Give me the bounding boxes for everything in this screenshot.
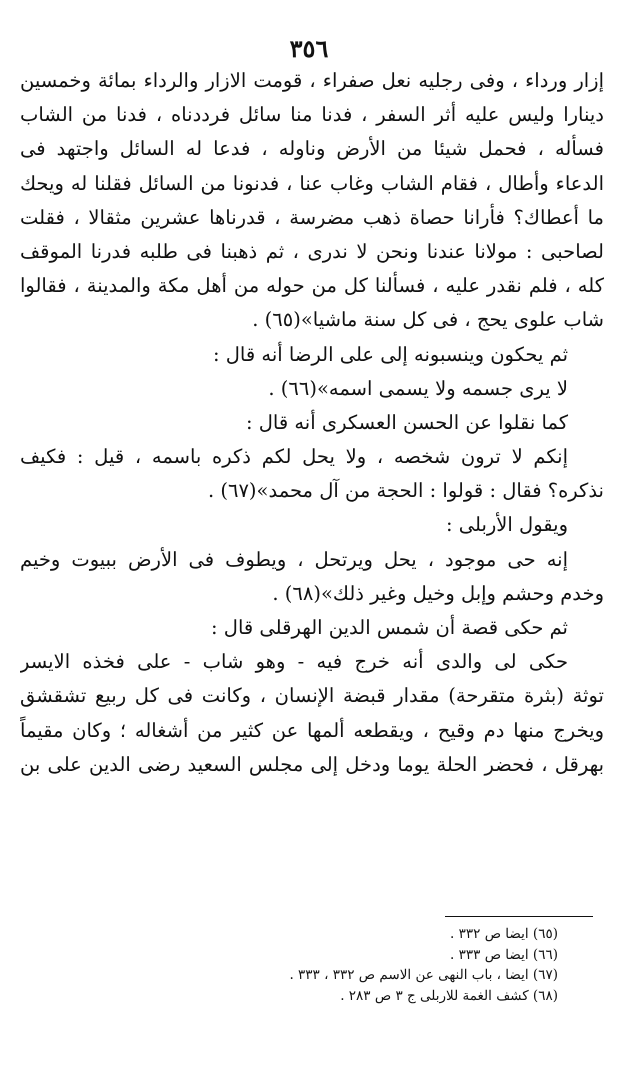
footnote: (٦٦) ايضا ص ٣٣٣ .	[450, 946, 558, 963]
footnote-divider	[445, 916, 593, 917]
text-line: لا يرى جسمه ولا يسمى اسمه»(٦٦) .	[268, 376, 568, 400]
footnote: (٦٥) ايضا ص ٣٣٢ .	[450, 926, 558, 942]
text-line: دينارا وليس عليه أثر السفر ، فدنا منا سائل فرددناه ، فدنا من الشاب	[20, 103, 604, 127]
footnotes	[38, 924, 558, 1006]
text-line: حكى لى والدى أنه خرج فيه - وهو شاب - على فخذه الايسر	[20, 650, 568, 674]
text-line: وخدم وحشم وإبل وخيل وغير ذلك»(٦٨) .	[272, 581, 604, 605]
text-line: إزار ورداء ، وفى رجليه نعل صفراء ، قومت الازار والرداء بمائة وخمسين	[20, 69, 604, 92]
body-text	[20, 64, 604, 782]
text-line: كله ، فلم نقدر عليه ، فسألنا كل من حوله من أهل مكة والمدينة ، فقالوا	[20, 274, 604, 298]
text-line: الدعاء وأطال ، فقام الشاب وغاب عنا ، فدنونا من السائل فقلنا له ويحك	[20, 171, 604, 195]
text-line: إنه حى موجود ، يحل ويرتحل ، ويطوف فى الأرض ببيوت وخيم	[20, 547, 568, 571]
text-line: بهرقل ، فحضر الحلة يوما ودخل إلى مجلس السعيد رضى الدين على بن	[20, 752, 604, 776]
footnote: (٦٨) كشف الغمة للاربلى ج ٣ ص ٢٨٣ .	[340, 987, 558, 1004]
text-line: فسأله ، فحمل شيئا من الأرض وناوله ، فدعا له السائل واجتهد فى	[20, 137, 604, 161]
text-line: ثم حكى قصة أن شمس الدين الهرقلى قال :	[211, 616, 568, 639]
text-line: نذكره؟ فقال : قولوا : الحجة من آل محمد»(٦٧) .	[207, 479, 604, 503]
text-line: شاب علوى يحج ، فى كل سنة ماشيا»(٦٥) .	[252, 308, 604, 332]
footnote: (٦٧) ايضا ، باب النهى عن الاسم ص ٣٣٢ ، ٣٣٣ .	[289, 967, 558, 983]
text-line: ما أعطاك؟ فأرانا حصاة ذهب مضرسة ، قدرناها عشرين مثقالا ، فقلت	[20, 205, 604, 229]
text-line: ويخرج منها دم وقيح ، ويقطعه ألمها عن كثير من أشغاله ؛ وكان مقيماً	[20, 718, 604, 742]
page-number: ٣٥٦	[289, 34, 329, 63]
text-line: ويقول الأربلى :	[445, 513, 568, 537]
text-line: لصاحبى : مولانا عندنا ونحن لا ندرى ، ثم ذهبنا فى طلبه فدرنا الموقف	[20, 239, 604, 263]
text-line: إنكم لا ترون شخصه ، ولا يحل لكم ذكره باسمه ، قيل : فكيف	[20, 445, 568, 469]
text-line: كما نقلوا عن الحسن العسكرى أنه قال :	[245, 410, 568, 434]
text-line: ثم يحكون وينسبونه إلى على الرضا أنه قال :	[212, 342, 568, 366]
text-line: توثة (بثرة متقرحة) مقدار قبضة الإنسان ، وكانت فى كل ربيع تشقشق	[20, 684, 604, 708]
